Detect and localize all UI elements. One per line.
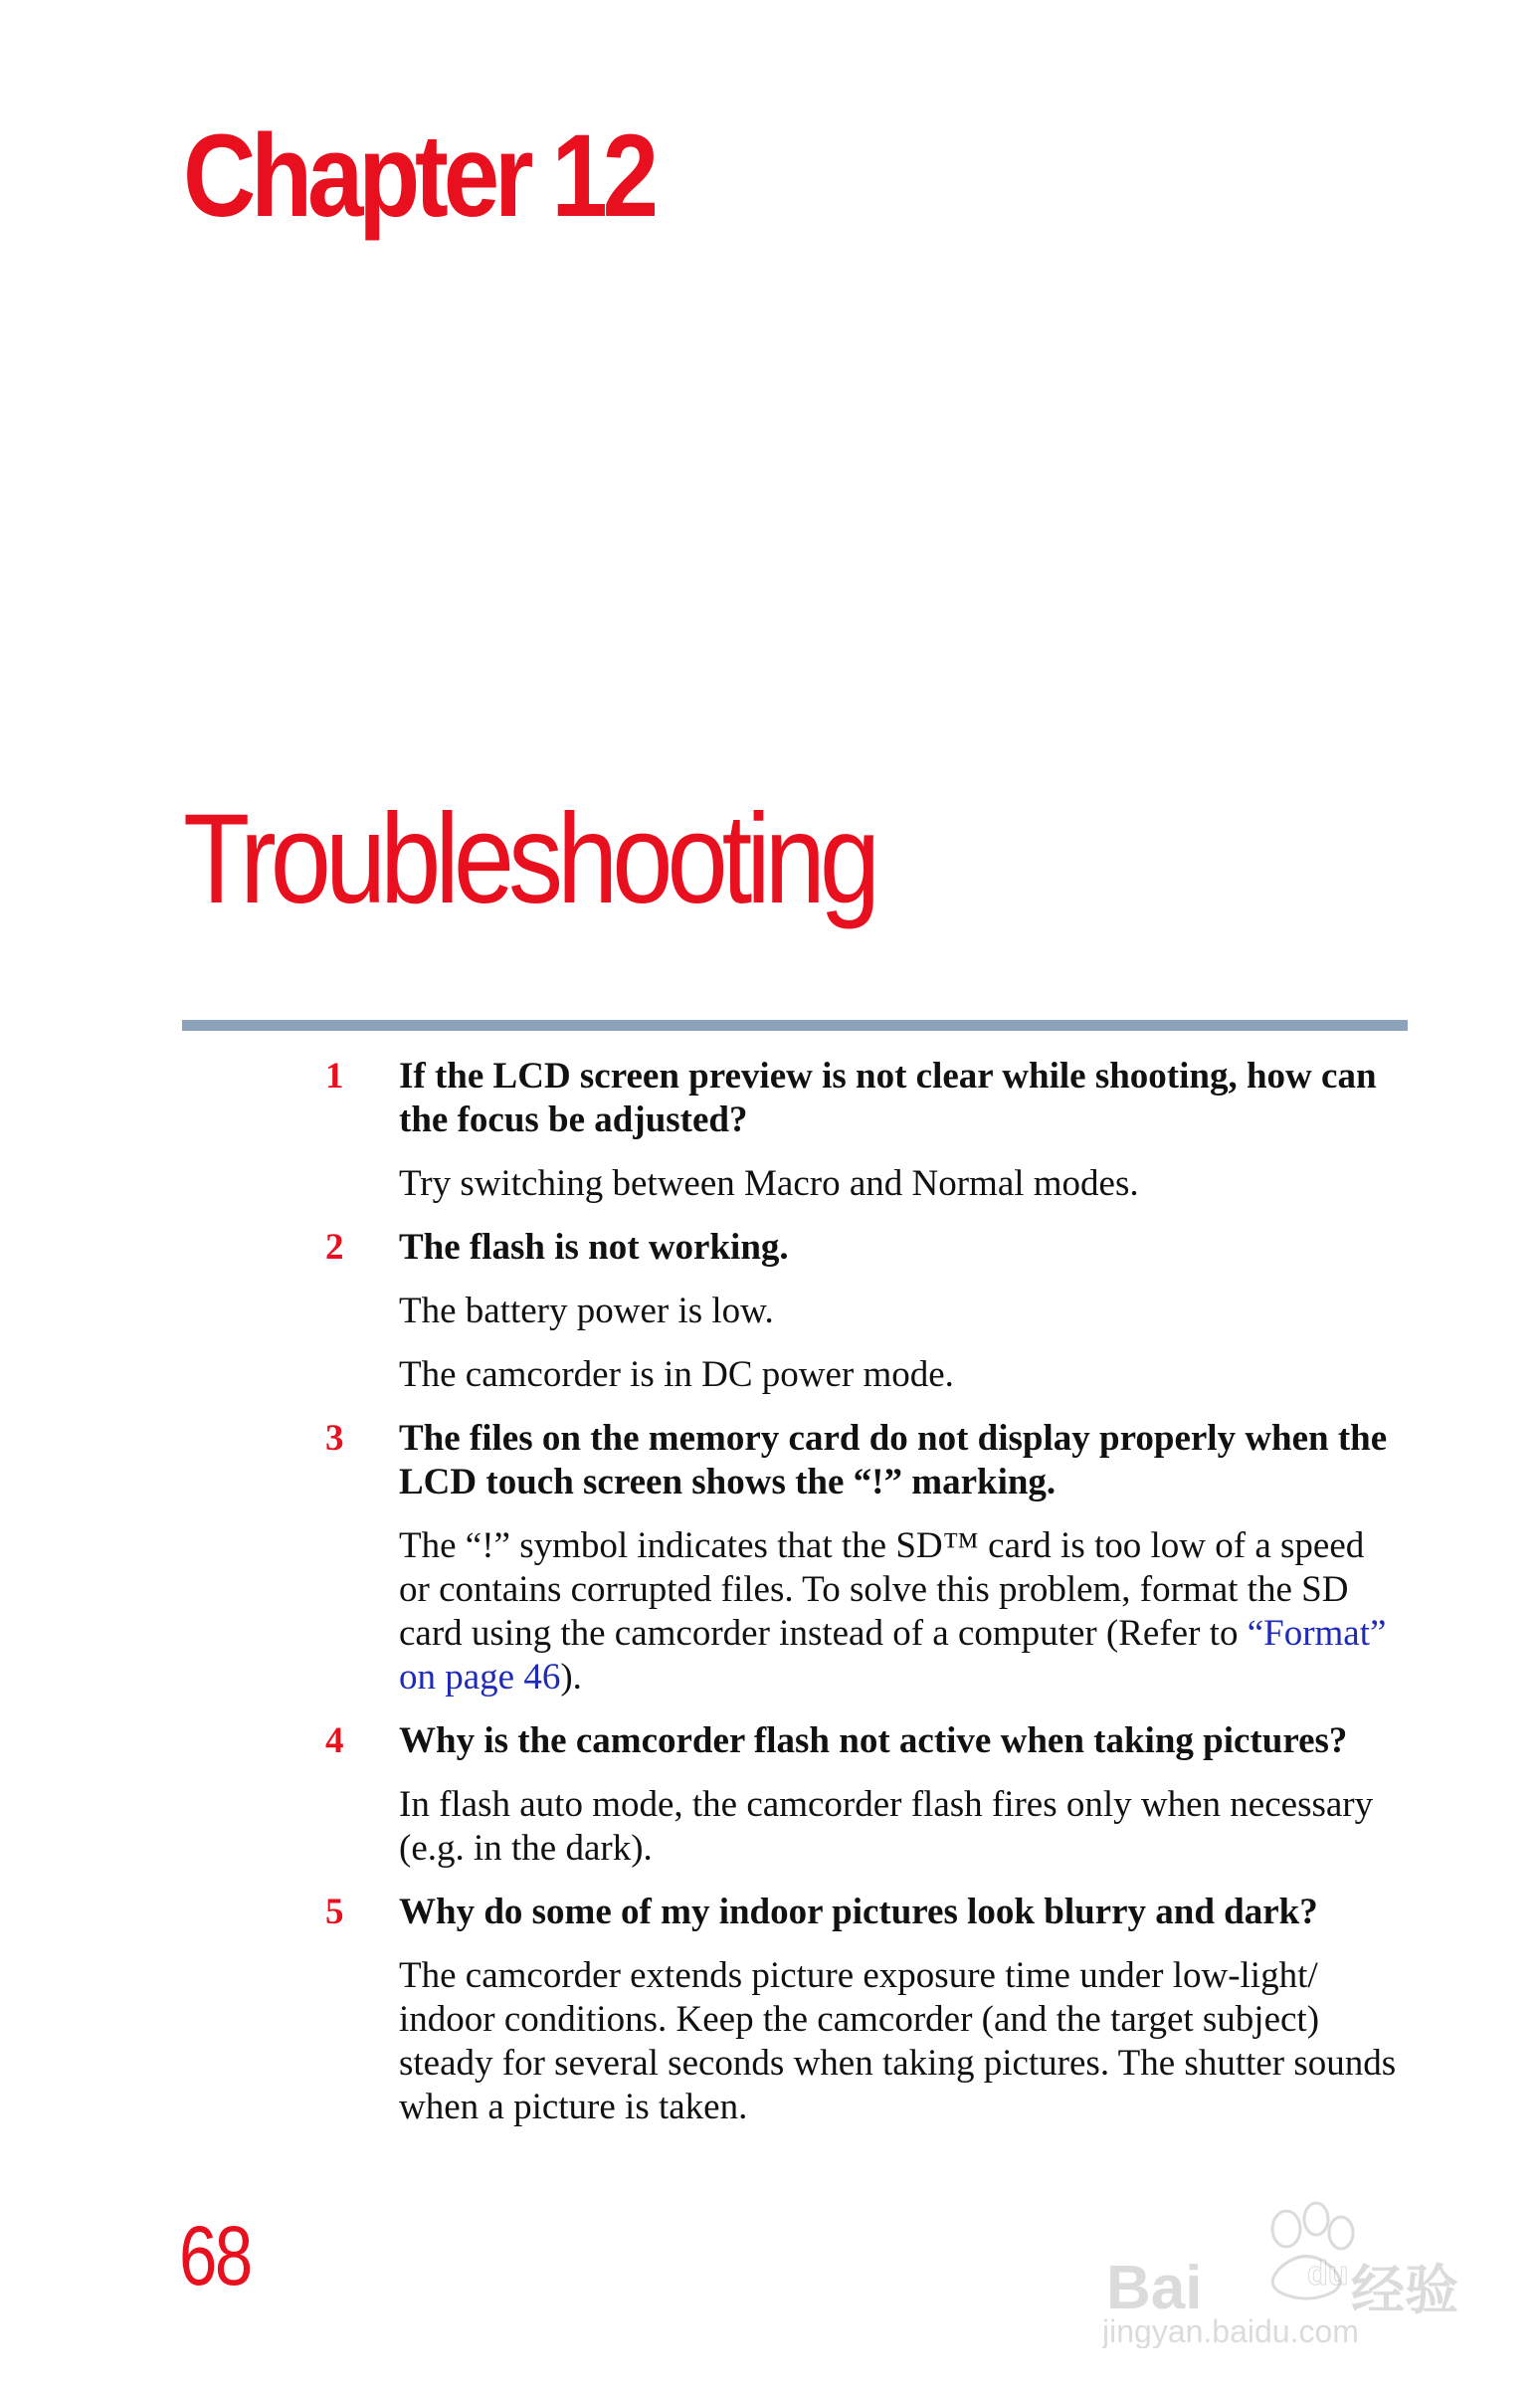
item-number: 3 — [325, 1418, 344, 1459]
svg-text:jingyan.baidu.com: jingyan.baidu.com — [1102, 2313, 1359, 2348]
item-answer: In flash auto mode, the camcorder flash fires only when necessary (e.g. in the dark). — [399, 1784, 1374, 1869]
item-answer: The battery power is low. — [399, 1291, 774, 1331]
list-item — [0, 1055, 1540, 1206]
list-item — [0, 1719, 1540, 1871]
item-question: Why do some of my indoor pictures look blurry and dark? — [399, 1892, 1318, 1932]
svg-text:经验: 经验 — [1351, 2261, 1458, 2320]
item-number: 2 — [325, 1227, 344, 1268]
troubleshooting-list — [0, 1055, 1540, 2129]
page-number: 68 — [179, 2209, 251, 2302]
item-question: The files on the memory card do not display properly when the LCD touch screen shows the “!” marking. — [399, 1418, 1388, 1502]
answer-text: The “!” symbol indicates that the SD™ card is too low of a speed or contains corrupted files. To solve this problem, format the SD card using the camcorder instead of a computer (Refer to — [399, 1525, 1365, 1654]
chapter-label: Chapter 12 — [183, 110, 654, 242]
chapter-title: Troubleshooting — [183, 788, 875, 930]
item-number: 4 — [325, 1720, 344, 1761]
item-question: Why is the camcorder flash not active when taking pictures? — [399, 1720, 1348, 1761]
list-item — [0, 1417, 1540, 1700]
list-item — [0, 1891, 1540, 2129]
item-question: If the LCD screen preview is not clear while shooting, how can the focus be adjusted? — [399, 1056, 1377, 1140]
item-number: 1 — [325, 1056, 344, 1097]
item-answer: The camcorder extends picture exposure time under low-light/ indoor conditions. Keep the camcorder (and the target subject) steady for several seconds when taking pictures. The shutter sounds when a picture is taken. — [399, 1955, 1397, 2127]
svg-text:Bai: Bai — [1106, 2254, 1203, 2322]
answer-text-end: ). — [560, 1657, 582, 1698]
item-question: The flash is not working. — [399, 1227, 789, 1268]
baidu-watermark-logo — [1102, 2189, 1460, 2348]
format-page-link[interactable]: “Format” on page 46 — [399, 1613, 1387, 1698]
item-answer: Try switching between Macro and Normal modes. — [399, 1163, 1139, 1204]
item-number: 5 — [325, 1892, 344, 1932]
item-answer — [399, 1524, 1404, 1700]
item-answer: The camcorder is in DC power mode. — [399, 1354, 954, 1395]
title-divider — [182, 1020, 1408, 1031]
svg-text:du: du — [1307, 2255, 1349, 2293]
list-item — [0, 1226, 1540, 1397]
